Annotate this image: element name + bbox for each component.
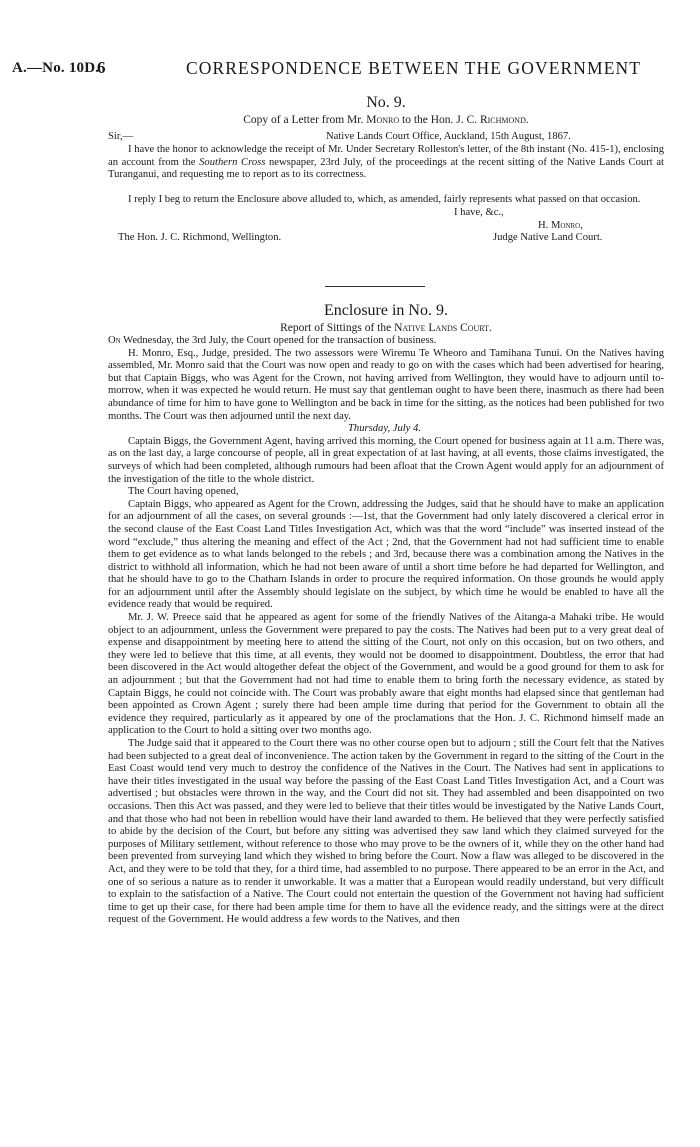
letter-text-cont: newspaper, 23rd July, of the proceedings at the recent sitting of the Native Lands Court at Turanganui, and requesting me to report as to its correctness. — [108, 156, 664, 181]
enclosure-body — [108, 335, 664, 927]
section-divider — [325, 286, 425, 287]
newspaper-name: Southern Cross — [199, 156, 266, 168]
letter-number: No. 9. — [366, 94, 406, 111]
letter-text: I have the honor to acknowledge the receipt of Mr. Under Secretary Rolleston's letter, of the 8th instant (No. 415-1), enclosing an account from the — [108, 144, 664, 168]
closing-phrase: I have, &c., — [454, 207, 504, 218]
enclosure-paragraph-3: Captain Biggs, the Government Agent, having arrived this morning, the Court opened for business again at 11 a.m. There was, as on the last day, a large concourse of people, all in great expectation of at last having, at all events, those claims investigated, the surveys of which had been completed, although rumours had been afloat that the Crown Agent would apply for an adjournment of the investigation of the title to the whole district. — [108, 435, 664, 485]
page-header — [0, 58, 700, 84]
date-heading: Thursday, July 4. — [348, 423, 421, 435]
running-title: CORRESPONDENCE BETWEEN THE GOVERNMENT — [186, 58, 642, 78]
letter-address: Native Lands Court Office, Auckland, 15th August, 1867. — [326, 131, 571, 142]
document-reference: A.—No. 10D. — [12, 60, 100, 76]
enclosure-paragraph-5: Captain Biggs, who appeared as Agent for the Crown, addressing the Judges, said that he should have to make an application for an adjournment of all the cases, on several grounds :—1st, that the Government had only lately discovered a clerical error in the second clause of the East Coast Land Titles Investigation Act, which was that the word “include” was inserted instead of the word “exclude,” thus altering the meaning and effect of the Act ; 2nd, that the Government had not had sufficient time to enable them to get evidence as to what lands belonged to the rebels ; and 3rd, because there was a combination among the Natives in the district to withhold all information, which he had not been aware of until a short time before he had departed for Wellington, and that he should have to go to the Chatham Islands in order to procure the required information. On those grounds he would apply for an adjournment until after the Assembly should legislate on the subject, by which time he would be enabled to have all the evidence ready that would be required. — [108, 498, 664, 611]
enclosure-paragraph-2: H. Monro, Esq., Judge, presided. The two assessors were Wiremu Te Wheoro and Tamihana Tunui. On the Natives having assembled, Mr. Monro said that the Court was now open and ready to go on with the cases which had been advertised for hearing, but that Captain Biggs, who was Agent for the Crown, not having arrived from Wellington, they would have to adjourn until to-morrow, when it was expected he would return. He must say that gentleman ought to have been there, inasmuch as there had been abundance of time for him to have gone to Wellington and be back in time for the sitting, as the notices had been published for two months. The Court was then adjourned until the next day. — [108, 347, 664, 422]
subtitle-text: Copy of a Letter from Mr. — [243, 114, 367, 126]
enclosure-paragraph-6: Mr. J. W. Preece said that he appeared as agent for some of the friendly Natives of the Aitanga-a Mahaki tribe. He would object to an adjournment, unless the Government were prepared to pay the costs. The Natives had been put to a very great deal of expense and disappointment by meeting here to attend the sitting of the Court, not only on this occasion, but on two others, and they were led to believe that this time, at all events, they would not be doomed to disappointment. Doubtless, the error that had been discovered in the Act would altogether defeat the object of the Government, and would be a good ground for them to ask for an adjournment ; but that the Government had not had time to enable them to bring forth the necessary evidence, as stated by Captain Biggs, he could not coincide with. The Court was probably aware that eight months had elapsed since that gentleman had been appointed as Crown Agent ; surely there had been ample time during that period for the Government to obtain all the evidence they required, particularly as it appeared by one of the proclamations that the Hon. J. C. Richmond himself made an application to the Court to hold a sitting over two months ago. — [108, 612, 664, 737]
enclosure-paragraph-4: The Court having opened, — [128, 486, 239, 498]
subtitle-text-end: . — [525, 114, 529, 126]
subtitle-recipient: Richmond — [479, 114, 526, 126]
addressee: The Hon. J. C. Richmond, Wellington. — [118, 232, 282, 243]
signature-name: H. Monro, — [538, 220, 583, 231]
letter-closing — [108, 207, 664, 247]
subheading-text-end: . — [489, 322, 492, 334]
subtitle-sender: Monro — [366, 114, 400, 126]
enclosure-heading: Enclosure in No. 9. — [324, 302, 448, 319]
enclosure-subheading — [108, 322, 664, 335]
letter-paragraph-2: I reply I beg to return the Enclosure above alluded to, which, as amended, fairly represents what passed on that occasion. — [128, 194, 641, 205]
letter-paragraph-1 — [108, 144, 664, 182]
signature-title: Judge Native Land Court. — [493, 232, 603, 243]
enclosure-paragraph-7: The Judge said that it appeared to the Court there was no other course open but to adjourn ; still the Court felt that the Natives had been subjected to a great deal of inconvenience. The action taken by the Government in regard to the sitting of the Court in the East Coast would tend very much to destroy the confidence of the Natives in the Court. The Natives had sent in applications to have their titles investigated in the usual way before the passing of the East Coast Land Titles Investigation Act, and a Court was advertised ; but obstacles were thrown in the way, and the Court did not sit. They had assembled and been disappointed on two occasions. Then this Act was passed, and they were led to believe that their titles would be investigated by the Native Lands Court, and that those who had not been in rebellion would have their land awarded to them. He believed that they were perfectly satisfied to abide by the decision of the Court, but before any sitting was advertised they saw land which they claimed surveyed for the purposes of Military settlement, without reference to those who may prove to be the owners of it, while they on the other hand had been prevented from surveying land which they wished to bring before the Court. Now a flaw was alleged to be discovered in the Act, and they were to be told that they, for a third time, had assembled to no purpose. There appeared to be an error in the Act, and one of so serious a nature as to render it unworkable. It was a matter that a European would readily understand, but very difficult to explain to the satisfaction of a Native. The Court could not entertain the question of the Government not having had sufficient time to get up their case, for there had been ample time for them to have all the evidence ready, and the sittings were at the direct request of the Government. He would address a few words to the Natives, and then — [108, 738, 664, 926]
subtitle-text-mid: to the Hon. J. C. — [399, 114, 480, 126]
court-name: Native Lands Court — [394, 322, 490, 334]
page-number: 6 — [97, 58, 106, 77]
paragraph-text: Wednesday, the 3rd July, the Court opened for the transaction of business. — [120, 335, 437, 346]
drop-word: On — [108, 335, 121, 346]
enclosure-paragraph-1 — [108, 335, 664, 348]
letter-subtitle — [108, 114, 664, 127]
salutation: Sir,— — [108, 131, 134, 142]
subheading-text: Report of Sittings of the — [280, 322, 395, 334]
